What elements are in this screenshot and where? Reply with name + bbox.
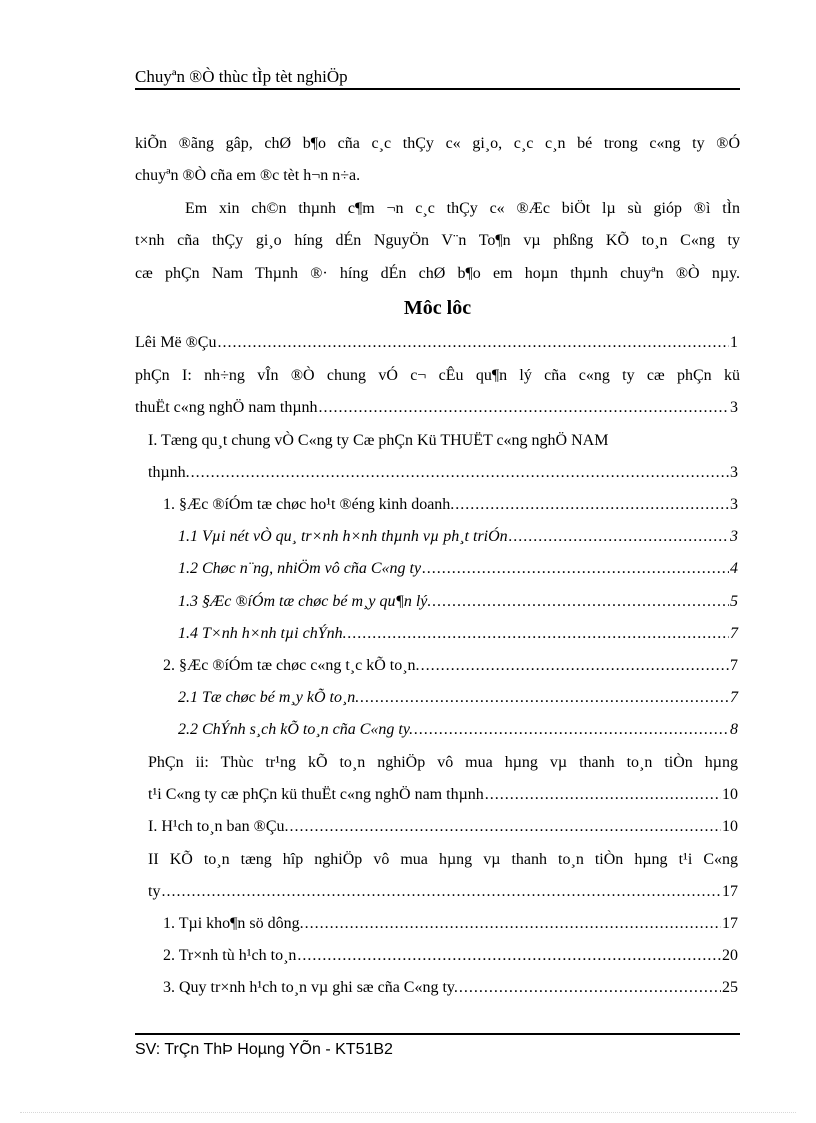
toc-leader xyxy=(297,945,721,967)
footer-rule xyxy=(135,1033,740,1035)
toc-entry xyxy=(178,719,738,741)
toc-entry-page: 3 xyxy=(730,528,738,545)
intro-line-2: chuyªn ®Ò cña em ®c tèt h¬n n÷a. xyxy=(135,167,361,184)
toc-entry-text: II KÕ to¸n tæng hîp nghiÖp vô mua hµng vµ thanh to¸n tiÒn hµng t¹i C«ng xyxy=(148,851,738,868)
toc-entry xyxy=(178,558,738,580)
toc-entry-text: 1.4 T×nh h×nh tµi chÝnh. xyxy=(178,625,347,642)
toc-entry-page: 20 xyxy=(722,947,738,964)
toc-entry-text: 1.2 Chøc n¨ng, nhiÖm vô cña C«ng ty xyxy=(178,560,422,577)
toc-entry-text: 1. Tµi kho¶n sö dông. xyxy=(163,915,304,932)
toc-entry-text: thuËt c«ng nghÖ nam thµnh xyxy=(135,399,318,416)
toc-leader xyxy=(422,558,729,580)
toc-entry-text: 2.1 Tæ chøc bé m¸y kÕ to¸n. xyxy=(178,689,360,706)
intro-line-5: cæ phÇn Nam Thµnh ®· híng dÉn chØ b¶o em hoµn thµnh chuyªn ®Ò nµy. xyxy=(135,265,740,282)
toc-entry-text: 2. Tr×nh tù h¹ch to¸n xyxy=(163,947,297,964)
toc-leader xyxy=(348,623,729,645)
toc-entry-page: 3 xyxy=(730,464,738,481)
toc-entry-page: 5 xyxy=(730,593,738,610)
toc-entry-page: 7 xyxy=(730,657,738,674)
toc-leader xyxy=(319,397,729,419)
toc-entry xyxy=(135,397,738,419)
toc-entry-page: 17 xyxy=(722,883,738,900)
toc-entry xyxy=(163,913,738,935)
page-header: Chuyªn ®Ò thùc tÌp tèt nghiÖp xyxy=(135,67,348,86)
toc-entry-text: t¹i C«ng ty cæ phÇn kü thuËt c«ng nghÖ nam thµnh xyxy=(148,786,484,803)
toc-entry xyxy=(163,655,738,677)
toc-entry-text: 2. §Æc ®íÓm tæ chøc c«ng t¸c kÕ to¸n. xyxy=(163,657,420,674)
toc-entry-text: Lêi Më ®Çu xyxy=(135,334,217,351)
toc-entry xyxy=(148,462,738,484)
toc-entry xyxy=(163,977,738,999)
toc-entry xyxy=(163,494,738,516)
toc-entry-page: 8 xyxy=(730,721,738,738)
toc-entry xyxy=(148,881,738,903)
page-footer: SV: TrÇn ThÞ Hoµng YÕn - KT51B2 xyxy=(135,1041,393,1058)
toc-entry xyxy=(178,526,738,548)
toc-entry xyxy=(135,332,738,354)
toc-entry-page: 3 xyxy=(730,399,738,416)
toc-entry-page: 17 xyxy=(722,915,738,932)
toc-entry xyxy=(178,623,738,645)
toc-leader xyxy=(459,977,721,999)
toc-entry xyxy=(178,687,738,709)
toc-entry-text: 1.1 Vµi nét vÒ qu¸ tr×nh h×nh thµnh vµ ph¸t triÓn xyxy=(178,528,508,545)
toc-entry-text: 1. §Æc ®íÓm tæ chøc ho¹t ®éng kinh doanh. xyxy=(163,496,455,513)
toc-entry-page: 1 xyxy=(730,334,738,351)
toc-entry-page: 10 xyxy=(722,818,738,835)
header-rule xyxy=(135,88,740,90)
toc-leader xyxy=(432,591,729,613)
toc-entry-text: I. Tæng qu¸t chung vÒ C«ng ty Cæ phÇn Kü THUËT c«ng nghÖ NAM xyxy=(148,432,609,449)
toc-leader xyxy=(217,332,729,354)
toc-entry-page: 7 xyxy=(730,625,738,642)
intro-line-4: t×nh cña thÇy gi¸o híng dÉn NguyÖn V¨n To¶n vµ phßng KÕ to¸n C«ng ty xyxy=(135,232,740,249)
toc-entry-text: 1.3 §Æc ®íÓm tæ chøc bé m¸y qu¶n lý. xyxy=(178,593,432,610)
toc-entry-text: ty xyxy=(148,883,161,900)
toc-leader xyxy=(191,462,729,484)
page-bottom-divider xyxy=(20,1112,796,1113)
toc-leader xyxy=(305,913,721,935)
toc-entry-text: thµnh. xyxy=(148,464,190,481)
toc-entry-text: PhÇn ii: Thùc tr¹ng kÕ to¸n nghiÖp vô mua hµng vµ thanh to¸n tiÒn hµng xyxy=(148,754,738,771)
toc-entry-page: 4 xyxy=(730,560,738,577)
toc-entry-text: phÇn I: nh÷ng vÎn ®Ò chung vÓ c¬ cÊu qu¶n lý cña c«ng ty cæ phÇn kü xyxy=(135,367,740,384)
toc-entry-text: 3. Quy tr×nh h¹ch to¸n vµ ghi sæ cña C«ng ty. xyxy=(163,979,458,996)
toc-leader xyxy=(421,655,729,677)
toc-entry-page: 7 xyxy=(730,689,738,706)
toc-entry xyxy=(148,816,738,838)
toc-entry-text: 2.2 ChÝnh s¸ch kÕ to¸n cña C«ng ty. xyxy=(178,721,414,738)
toc-entry xyxy=(148,784,738,806)
toc-leader xyxy=(289,816,721,838)
toc-entry-page: 10 xyxy=(722,786,738,803)
toc-leader xyxy=(360,687,729,709)
toc-entry-text: I. H¹ch to¸n ban ®Çu. xyxy=(148,818,289,835)
toc-leader xyxy=(161,881,721,903)
intro-line-3: Em xin ch©n thµnh c¶m ¬n c¸c thÇy c« ®Æc biÖt lµ sù gióp ®ì tÌn xyxy=(185,200,740,217)
toc-entry xyxy=(178,591,738,613)
toc-entry-page: 3 xyxy=(730,496,738,513)
toc-leader xyxy=(455,494,729,516)
toc-entry-page: 25 xyxy=(722,979,738,996)
toc-leader xyxy=(414,719,729,741)
toc-entry xyxy=(163,945,738,967)
toc-leader xyxy=(485,784,721,806)
intro-line-1: kiÕn ®ãng gâp, chØ b¶o cña c¸c thÇy c« gi¸o, c¸c c¸n bé trong c«ng ty ®Ó xyxy=(135,135,740,152)
toc-title: Môc lôc xyxy=(403,297,472,319)
toc-leader xyxy=(509,526,729,548)
